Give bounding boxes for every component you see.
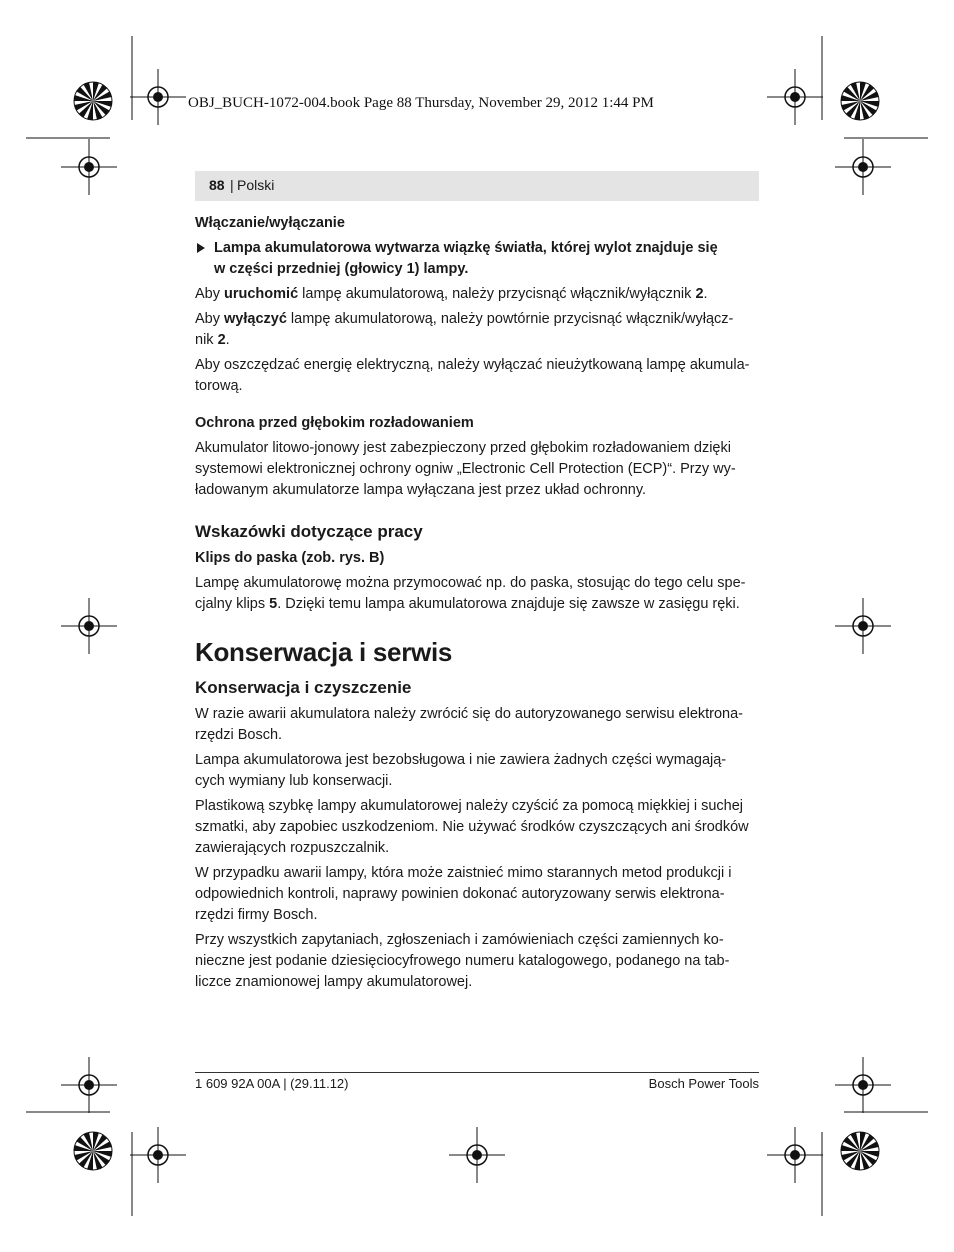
header-language: Polski: [237, 177, 275, 193]
paragraph-repair: W przypadku awarii lampy, która może zaistnieć mimo starannych metod produkcji i odpowiednich kontroli, naprawy powinien dokonać autoryzowany serwis elektrona- rzędzi firmy Bosch.: [195, 865, 732, 923]
paragraph-turn-on: Aby uruchomić lampę akumulatorową, należy przycisnąć włącznik/wyłącznik 2.: [195, 286, 708, 302]
section-title-maintenance: Konserwacja i serwis: [195, 637, 453, 667]
paragraph-cleaning-glass: Plastikową szybkę lampy akumulatorowej należy czyścić za pomocą miękkiej i suchej szmatki, aby zapobiec uszkodzeniom. Nie używać środków czyszczących ani środków zawierających rozpuszczalnik.: [195, 798, 749, 856]
footer-brand: Bosch Power Tools: [648, 1076, 759, 1091]
paragraph-belt-clip: Lampę akumulatorowę można przymocować np. do paska, stosując do tego celu spe- cjalny klips 5. Dzięki temu lampa akumulatorowa znajduje się zawsze w zasięgu ręki.: [195, 575, 746, 612]
paragraph-save-energy: Aby oszczędzać energię elektryczną, należy wyłączać nieużytkowaną lampę akumula- torową.: [195, 357, 750, 394]
heading-belt-clip: Klips do paska (zob. rys. B): [195, 550, 385, 566]
paragraph-maintenance-free: Lampa akumulatorowa jest bezobsługowa i nie zawiera żadnych części wymagają- cych wymiany lub konserwacji.: [195, 752, 727, 789]
bullet-line-1: Lampa akumulatorowa wytwarza wiązkę światła, której wylot znajduje się: [214, 240, 718, 256]
footer-rule: [195, 1072, 759, 1073]
footer-doc-number: 1 609 92A 00A | (29.11.12): [195, 1076, 349, 1091]
page-content: [195, 213, 759, 997]
page-header: [195, 171, 759, 201]
paragraph-battery-failure: W razie awarii akumulatora należy zwrócić się do autoryzowanego serwisu elektrona- rzędzi Bosch.: [195, 706, 744, 743]
header-separator: |: [230, 177, 234, 193]
paragraph-turn-off: Aby wyłączyć lampę akumulatorową, należy powtórnie przycisnąć włącznik/wyłącz- nik 2.: [195, 311, 734, 348]
heading-switching: Włączanie/wyłączanie: [195, 215, 345, 231]
paragraph-deep-discharge: Akumulator litowo-jonowy jest zabezpieczony przed głębokim rozładowaniem dzięki systemowi elektronicznej ochrony ogniw „Electronic Cell Protection (ECP)“. Przy wy- ładowanym akumulatorze lampa wyłączana jest przez układ ochronny.: [195, 440, 736, 498]
bullet-line-2: w części przedniej (głowicy 1) lampy.: [214, 261, 469, 277]
heading-deep-discharge: Ochrona przed głębokim rozładowaniem: [195, 415, 474, 431]
warning-bullet: [195, 238, 759, 280]
triangle-bullet-icon: [197, 243, 205, 253]
paragraph-spare-parts: Przy wszystkich zapytaniach, zgłoszeniach i zamówieniach części zamiennych ko- nieczne jest podanie dziesięciocyfrowego numeru katalogowego, podanego na tab- liczce znamionowej lampy akumulatorowej.: [195, 932, 730, 990]
heading-working-advice: Wskazówki dotyczące pracy: [195, 522, 423, 541]
page-number: 88: [209, 177, 225, 193]
heading-cleaning: Konserwacja i czyszczenie: [195, 678, 412, 697]
print-slug: OBJ_BUCH-1072-004.book Page 88 Thursday, November 29, 2012 1:44 PM: [188, 95, 654, 111]
